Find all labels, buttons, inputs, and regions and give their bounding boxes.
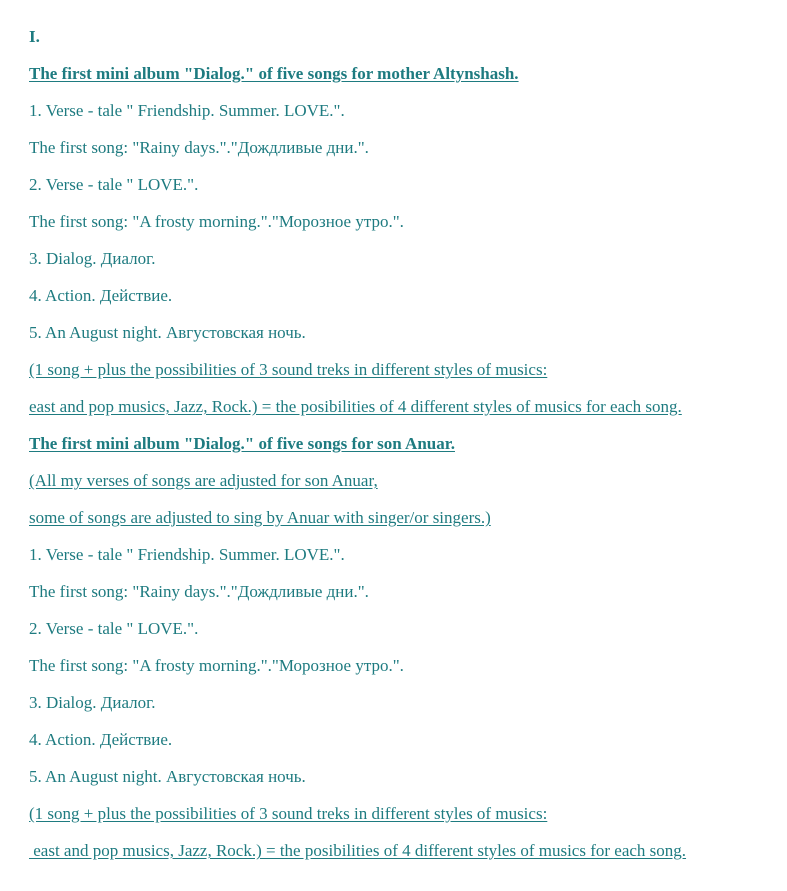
- album-mother-item-6: 4. Action. Действие.: [29, 286, 173, 305]
- album-mother-item-5: 3. Dialog. Диалог.: [29, 249, 156, 268]
- album-mother-item-3: 2. Verse - tale " LOVE.".: [29, 175, 199, 194]
- album-son-title: The first mini album "Dialog." of five songs for son Anuar.: [29, 434, 455, 453]
- album-mother-item-2: The first song: "Rainy days."."Дождливые дни.".: [29, 138, 369, 157]
- album-mother-title: The first mini album "Dialog." of five songs for mother Altynshash.: [29, 64, 519, 83]
- album-son-note-line-1: (1 song + plus the possibilities of 3 sound treks in different styles of musics:: [29, 804, 548, 823]
- album-mother-note-line-2: east and pop musics, Jazz, Rock.) = the posibilities of 4 different styles of musics for each song.: [29, 397, 682, 416]
- album-mother-item-4: The first song: "A frosty morning."."Морозное утро.".: [29, 212, 404, 231]
- album-son-item-4: The first song: "A frosty morning."."Морозное утро.".: [29, 656, 404, 675]
- album-son-intro-line-1: (All my verses of songs are adjusted for son Anuar,: [29, 471, 378, 490]
- album-son-note-line-2: east and pop musics, Jazz, Rock.) = the posibilities of 4 different styles of musics for each song.: [29, 841, 687, 860]
- document-body: [29, 18, 779, 869]
- album-son-item-7: 5. An August night. Августовская ночь.: [29, 767, 306, 786]
- album-son-item-6: 4. Action. Действие.: [29, 730, 173, 749]
- section-mark: I.: [29, 27, 40, 46]
- album-son-item-3: 2. Verse - tale " LOVE.".: [29, 619, 199, 638]
- album-mother-item-7: 5. An August night. Августовская ночь.: [29, 323, 306, 342]
- album-son-item-1: 1. Verse - tale " Friendship. Summer. LOVE.".: [29, 545, 345, 564]
- album-mother-item-1: 1. Verse - tale " Friendship. Summer. LOVE.".: [29, 101, 345, 120]
- album-mother-note-line-1: (1 song + plus the possibilities of 3 sound treks in different styles of musics:: [29, 360, 548, 379]
- album-son-intro-line-2: some of songs are adjusted to sing by Anuar with singer/or singers.): [29, 508, 491, 527]
- album-son-item-2: The first song: "Rainy days."."Дождливые дни.".: [29, 582, 369, 601]
- album-son-item-5: 3. Dialog. Диалог.: [29, 693, 156, 712]
